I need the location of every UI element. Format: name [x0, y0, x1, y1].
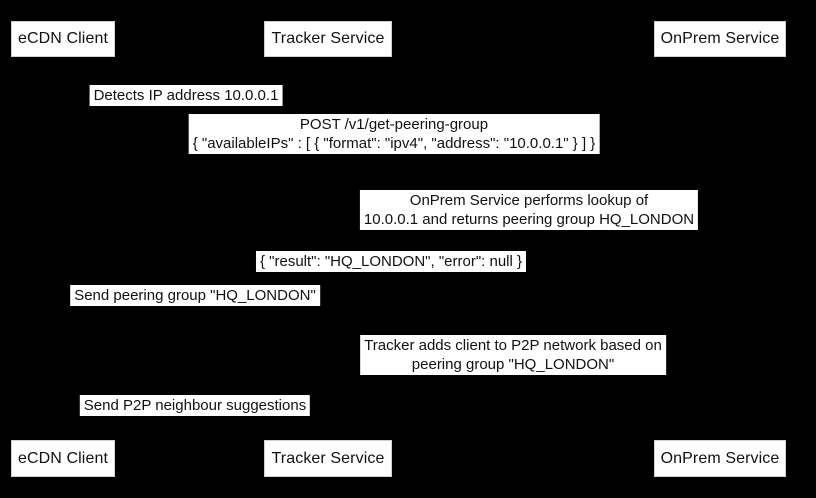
actor-label: OnPrem Service: [660, 30, 780, 47]
message-text: Detects IP address 10.0.0.1: [93, 87, 279, 104]
note-text: Tracker adds client to P2P network based on: [364, 337, 662, 354]
message-text: Send peering group "HQ_LONDON": [74, 287, 316, 304]
actor-label: eCDN Client: [17, 30, 108, 47]
message-json-body: { "availableIPs" : [ { "format": "ipv4", "address": "10.0.0.1" } ] }: [192, 135, 596, 152]
actor-label: Tracker Service: [271, 449, 385, 467]
actor-label: Tracker Service: [271, 30, 385, 47]
message-send-p2p-suggestions: [80, 395, 310, 416]
note-text: peering group "HQ_LONDON": [411, 356, 615, 373]
message-detects-ip: [90, 85, 283, 106]
message-text: POST /v1/get-peering-group: [299, 116, 489, 133]
note-tracker-adds-client: [360, 335, 666, 375]
message-json-body: { "result": "HQ_LONDON", "error": null }: [259, 253, 523, 270]
message-post-peering-group: [189, 114, 600, 154]
actor-top-ecdn-client: [11, 21, 115, 57]
message-send-peering-group: [70, 285, 320, 306]
note-text: 10.0.0.1 and returns peering group HQ_LONDON: [363, 211, 695, 228]
note-onprem-lookup: [360, 190, 698, 230]
actor-top-onprem-service: [654, 21, 786, 57]
actor-bottom-ecdn-client: [11, 440, 115, 477]
actor-bottom-onprem-service: [654, 440, 786, 477]
note-text: OnPrem Service performs lookup of: [409, 192, 649, 209]
message-text: Send P2P neighbour suggestions: [83, 397, 307, 414]
message-result-response: [256, 251, 526, 272]
actor-label: OnPrem Service: [660, 449, 780, 467]
actor-bottom-tracker-service: [264, 440, 392, 477]
actor-label: eCDN Client: [17, 449, 108, 467]
actor-top-tracker-service: [264, 21, 392, 57]
